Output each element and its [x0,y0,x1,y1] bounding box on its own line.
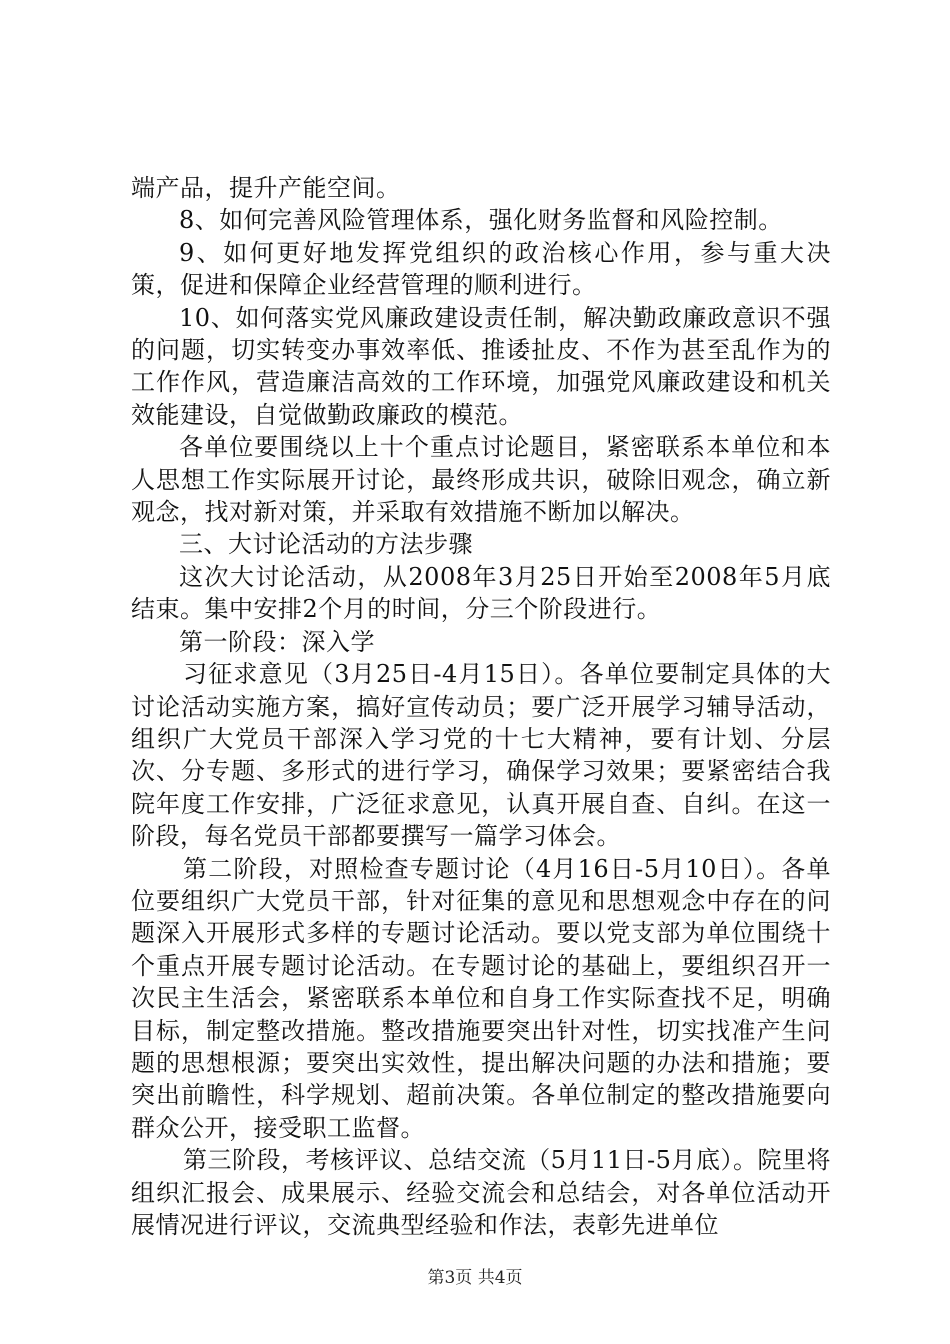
stage-one-heading: 第一阶段：深入学 [179,627,375,656]
document-body [131,172,831,1241]
paragraph-11: 第三阶段，考核评议、总结交流（5月11日-5月底）。院里将组织汇报会、成果展示、经验交流会和总结会，对各单位活动开展情况进行评议，交流典型经验和作法，表彰先进单位 [131,1146,831,1239]
paragraph-5: 各单位要围绕以上十个重点讨论题目，紧密联系本单位和本人思想工作实际展开讨论，最终形成共识，破除旧观念，确立新观念，找对新对策，并采取有效措施不断加以解决。 [131,433,831,527]
paragraph-7: 这次大讨论活动，从2008年3月25日开始至2008年5月底结束。集中安排2个月的时间，分三个阶段进行。 [131,562,831,624]
paragraph-9: 习征求意见（3月25日-4月15日）。各单位要制定具体的大讨论活动实施方案，搞好宣传动员；要广泛开展学习辅导活动，组织广大党员干部深入学习党的十七大精神，要有计划、分层次、分专题、多形式的进行学习，确保学习效果；要紧密结合我院年度工作安排，广泛征求意见，认真开展自查、自纠。在这一阶段，每名党员干部都要撰写一篇学习体会。 [131,660,831,851]
paragraph-1: 端产品，提升产能空间。 [131,174,401,202]
paragraph-2: 8、如何完善风险管理体系，强化财务监督和风险控制。 [179,206,783,235]
paragraph-10: 第二阶段，对照检查专题讨论（4月16日-5月10日）。各单位要组织广大党员干部，针对征集的意见和思想观念中存在的问题深入开展形式多样的专题讨论活动。要以党支部为单位围绕十个重点开展专题讨论活动。在专题讨论的基础上，要组织召开一次民主生活会，紧密联系本单位和自身工作实际查找不足，明确目标，制定整改措施。整改措施要突出针对性，切实找准产生问题的思想根源；要突出实效性，提出解决问题的办法和措施；要突出前瞻性，科学规划、超前决策。各单位制定的整改措施要向群众公开，接受职工监督。 [131,854,831,1142]
section-heading: 三、大讨论活动的方法步骤 [179,530,473,559]
page-footer [0,1268,950,1288]
paragraph-3: 9、如何更好地发挥党组织的政治核心作用，参与重大决策，促进和保障企业经营管理的顺利进行。 [131,238,831,300]
page-number-label: 第3页 共4页 [427,1268,523,1288]
paragraph-4: 10、如何落实党风廉政建设责任制，解决勤政廉政意识不强的问题，切实转变办事效率低、推诿扯皮、不作为甚至乱作为的工作作风，营造廉洁高效的工作环境，加强党风廉政建设和机关效能建设，自觉做勤政廉政的模范。 [131,303,831,429]
